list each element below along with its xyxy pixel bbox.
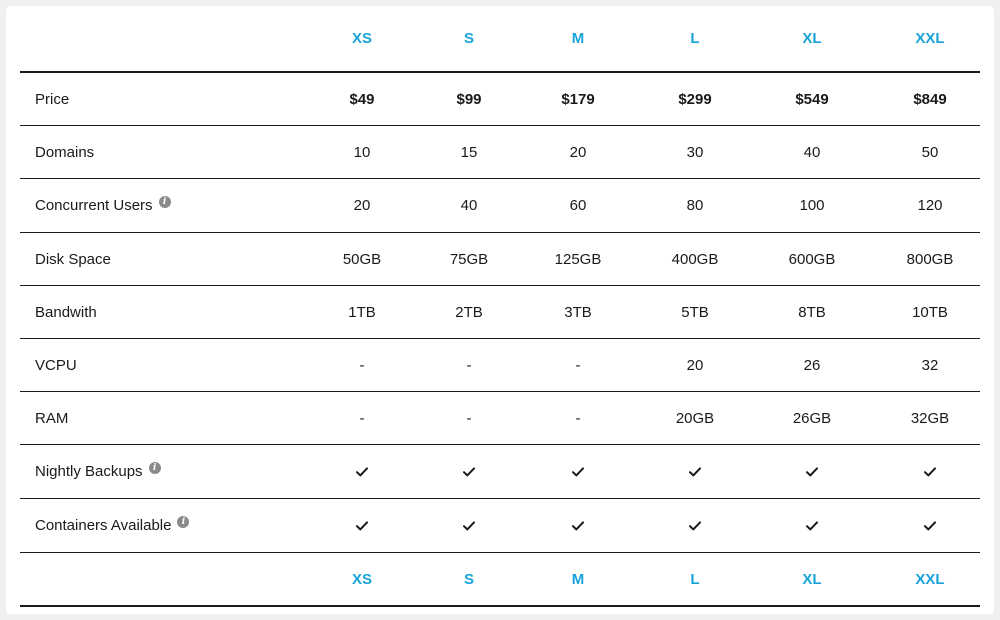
cell-domains-xl: 40 — [803, 143, 821, 161]
checkmark-icon — [296, 521, 428, 531]
tier-header-row — [20, 6, 980, 73]
row-label-cell — [20, 304, 296, 321]
cell-price-m: $179 — [561, 90, 595, 108]
row-label: VCPU — [35, 356, 77, 374]
table-row-concurrent-users — [20, 179, 980, 233]
checkmark-icon — [296, 467, 428, 477]
cell-price-l: $299 — [678, 90, 712, 108]
cell-ram-s: - — [466, 409, 472, 427]
row-label: Price — [35, 90, 70, 108]
table-row-vcpu — [20, 339, 980, 392]
cell-concurrent-users-m: 60 — [569, 197, 587, 214]
cell-concurrent-users-xs: 20 — [353, 197, 371, 214]
table-row-domains — [20, 126, 980, 179]
table-row-nightly-backups — [20, 445, 980, 499]
checkmark-icon — [880, 521, 980, 531]
checkmark-icon — [510, 467, 646, 477]
cell-domains-xxl: 50 — [921, 143, 939, 161]
info-icon[interactable]: i — [149, 462, 161, 474]
cell-concurrent-users-l: 80 — [686, 197, 704, 214]
row-label: Domains — [35, 143, 95, 161]
cell-vcpu-xs: - — [359, 356, 365, 374]
checkmark-icon — [428, 467, 510, 477]
cell-bandwith-xs: 1TB — [348, 303, 376, 321]
cell-vcpu-xxl: 32 — [921, 356, 939, 374]
info-icon[interactable]: i — [159, 196, 171, 208]
cell-disk-space-xl: 600GB — [788, 250, 836, 268]
tier-footer-xxl: XXL — [915, 570, 945, 588]
row-label: Bandwith — [35, 303, 97, 321]
tier-footer-xs: XS — [351, 570, 372, 588]
table-row-price — [20, 73, 980, 126]
table-row-ram — [20, 392, 980, 445]
tier-header-s: S — [463, 30, 474, 47]
pricing-comparison-table — [20, 6, 980, 607]
tier-header-l: L — [690, 30, 700, 47]
row-label-cell — [20, 517, 296, 534]
cell-domains-xs: 10 — [353, 143, 371, 161]
row-label: Containers Available — [35, 517, 172, 534]
checkmark-icon — [646, 467, 744, 477]
cell-concurrent-users-xl: 100 — [799, 197, 825, 214]
checkmark-icon — [744, 521, 880, 531]
tier-footer-m: M — [571, 570, 585, 588]
row-label: RAM — [35, 409, 69, 427]
checkmark-icon — [428, 521, 510, 531]
tier-footer-xl: XL — [802, 570, 822, 588]
cell-disk-space-s: 75GB — [449, 250, 489, 268]
cell-bandwith-xl: 8TB — [798, 303, 826, 321]
cell-bandwith-m: 3TB — [564, 303, 592, 321]
tier-footer-s: S — [463, 570, 474, 588]
cell-bandwith-l: 5TB — [681, 303, 709, 321]
cell-vcpu-xl: 26 — [803, 356, 821, 374]
cell-disk-space-l: 400GB — [671, 250, 719, 268]
cell-domains-s: 15 — [460, 143, 478, 161]
cell-ram-l: 20GB — [675, 409, 715, 427]
row-label-cell — [20, 410, 296, 427]
table-body — [20, 73, 980, 553]
cell-ram-m: - — [575, 409, 581, 427]
cell-bandwith-xxl: 10TB — [912, 303, 948, 321]
cell-disk-space-m: 125GB — [554, 250, 602, 268]
info-icon[interactable]: i — [177, 516, 189, 528]
cell-bandwith-s: 2TB — [455, 303, 483, 321]
row-label-cell — [20, 463, 296, 480]
tier-header-xxl: XXL — [915, 30, 945, 47]
row-label: Concurrent Users — [35, 197, 153, 214]
checkmark-icon — [646, 521, 744, 531]
row-label: Disk Space — [35, 250, 111, 268]
cell-price-xs: $49 — [349, 90, 375, 108]
cell-concurrent-users-xxl: 120 — [917, 197, 943, 214]
checkmark-icon — [880, 467, 980, 477]
tier-footer-l: L — [690, 570, 700, 588]
cell-vcpu-s: - — [466, 356, 472, 374]
cell-disk-space-xxl: 800GB — [906, 250, 954, 268]
row-label: Nightly Backups — [35, 463, 143, 480]
cell-price-s: $99 — [456, 90, 482, 108]
pricing-card — [6, 6, 994, 614]
tier-footer-row — [20, 553, 980, 607]
table-row-containers-available — [20, 499, 980, 553]
cell-concurrent-users-s: 40 — [460, 197, 478, 214]
cell-ram-xxl: 32GB — [910, 409, 950, 427]
cell-price-xxl: $849 — [913, 90, 947, 108]
table-row-disk-space — [20, 233, 980, 286]
tier-header-xl: XL — [802, 30, 822, 47]
row-label-cell — [20, 197, 296, 214]
cell-vcpu-l: 20 — [686, 356, 704, 374]
cell-domains-m: 20 — [569, 143, 587, 161]
cell-disk-space-xs: 50GB — [342, 250, 382, 268]
cell-ram-xl: 26GB — [792, 409, 832, 427]
row-label-cell — [20, 91, 296, 108]
checkmark-icon — [510, 521, 646, 531]
table-row-bandwith — [20, 286, 980, 339]
row-label-cell — [20, 144, 296, 161]
row-label-cell — [20, 251, 296, 268]
checkmark-icon — [744, 467, 880, 477]
tier-header-m: M — [571, 30, 585, 47]
cell-price-xl: $549 — [795, 90, 829, 108]
tier-header-xs: XS — [351, 30, 372, 47]
row-label-cell — [20, 357, 296, 374]
cell-domains-l: 30 — [686, 143, 704, 161]
cell-vcpu-m: - — [575, 356, 581, 374]
cell-ram-xs: - — [359, 409, 365, 427]
